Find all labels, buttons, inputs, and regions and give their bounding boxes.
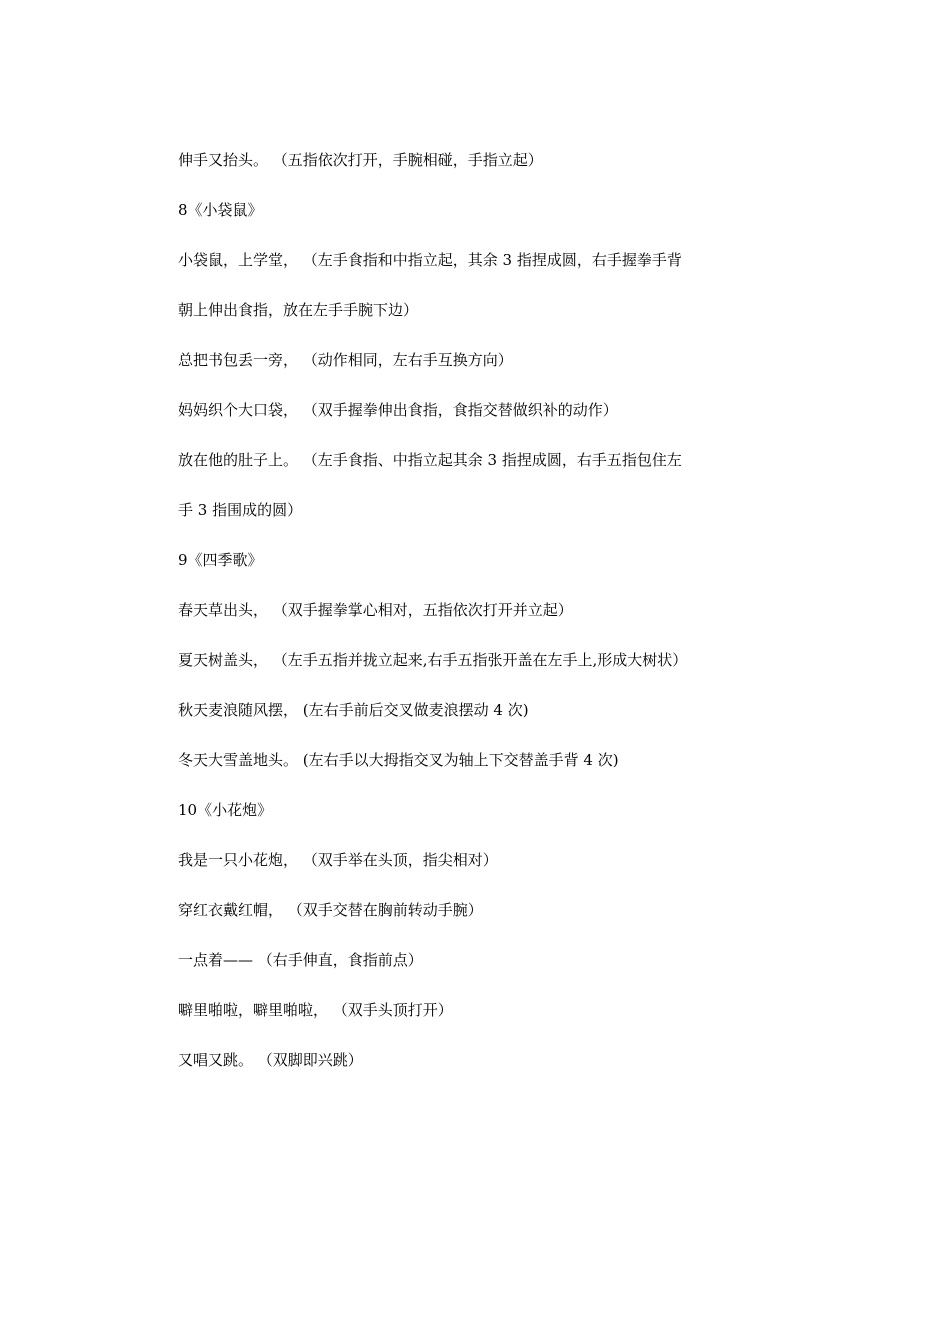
text-line: 总把书包丢一旁， （动作相同，左右手互换方向） <box>178 351 513 369</box>
text-line: 朝上伸出食指，放在左手手腕下边） <box>178 301 419 319</box>
text-line: 妈妈织个大口袋， （双手握拳伸出食指，食指交替做织补的动作） <box>178 401 618 419</box>
document-body <box>178 148 778 1098</box>
song-title: 10《小花炮》 <box>178 801 273 819</box>
text-line: 秋天麦浪随风摆， (左右手前后交叉做麦浪摆动 4 次) <box>178 701 529 719</box>
text-line: 小袋鼠，上学堂， （左手食指和中指立起，其余 3 指捏成圆，右手握拳手背 <box>178 251 682 269</box>
text-line: 手 3 指围成的圆） <box>178 501 303 519</box>
text-line: 伸手又抬头。 （五指依次打开，手腕相碰，手指立起） <box>178 151 543 169</box>
text-line: 冬天大雪盖地头。 (左右手以大拇指交叉为轴上下交替盖手背 4 次) <box>178 751 619 769</box>
text-line: 一点着—— （右手伸直，食指前点） <box>178 951 423 969</box>
text-line: 放在他的肚子上。 （左手食指、中指立起其余 3 指捏成圆，右手五指包住左 <box>178 451 682 469</box>
song-title: 9《四季歌》 <box>178 551 263 569</box>
text-line: 穿红衣戴红帽， （双手交替在胸前转动手腕） <box>178 901 483 919</box>
text-line: 噼里啪啦，噼里啪啦， （双手头顶打开） <box>178 1001 453 1019</box>
text-line: 夏天树盖头， （左手五指并拢立起来,右手五指张开盖在左手上,形成大树状） <box>178 651 688 669</box>
text-line: 我是一只小花炮， （双手举在头顶，指尖相对） <box>178 851 498 869</box>
song-title: 8《小袋鼠》 <box>178 201 263 219</box>
text-line: 春天草出头， （双手握拳掌心相对，五指依次打开并立起） <box>178 601 573 619</box>
text-line: 又唱又跳。 （双脚即兴跳） <box>178 1051 363 1069</box>
